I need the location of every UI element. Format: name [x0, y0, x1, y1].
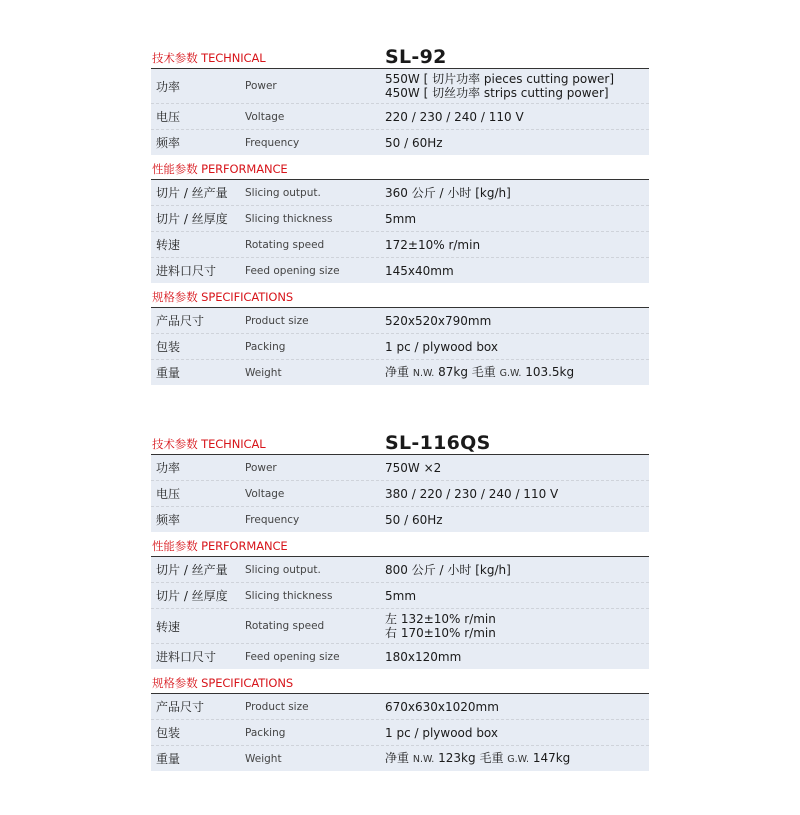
specifications-section-header — [151, 287, 649, 307]
label-cn: 切片 / 丝产量 — [156, 186, 228, 200]
gross-weight: 147kg — [532, 750, 571, 765]
label-en: Rotating speed — [245, 238, 325, 251]
label-en: Feed opening size — [245, 650, 340, 663]
label-en: Weight — [245, 752, 282, 765]
value-line: 550W [ 切片功率 pieces cutting power] — [385, 72, 615, 86]
label-cn: 切片 / 丝厚度 — [156, 212, 228, 226]
net-weight: 123kg — [438, 750, 476, 765]
net-weight: 87kg — [438, 364, 468, 379]
value: 520x520x790mm — [385, 313, 492, 328]
table-row — [151, 644, 649, 669]
net-weight-label-cn: 净重 — [385, 750, 410, 765]
value: 5mm — [385, 211, 417, 226]
label-en: Frequency — [245, 136, 300, 149]
table-row — [151, 557, 649, 583]
model-name: SL-116QS — [385, 432, 491, 454]
value: 1 pc / plywood box — [385, 339, 499, 354]
section-title: 技术参数 TECHNICAL — [152, 437, 266, 451]
value: 800 公斤 / 小时 [kg/h] — [385, 562, 511, 577]
table-row — [151, 130, 649, 155]
label-en: Feed opening size — [245, 264, 340, 277]
value: 750W ×2 — [385, 460, 442, 475]
technical-table — [151, 68, 649, 155]
table-row — [151, 507, 649, 532]
specifications-table — [151, 693, 649, 771]
label-cn: 切片 / 丝产量 — [156, 563, 228, 577]
spec-table-sl-116qs — [151, 430, 649, 771]
section-title: 性能参数 PERFORMANCE — [152, 162, 288, 176]
net-weight-label-en: N.W. — [412, 367, 435, 379]
specifications-table — [151, 307, 649, 385]
table-row — [151, 206, 649, 232]
table-row — [151, 720, 649, 746]
table-row — [151, 232, 649, 258]
performance-section-header — [151, 159, 649, 179]
label-en: Power — [245, 461, 277, 474]
value-line: 左 132±10% r/min — [385, 612, 496, 626]
value: 145x40mm — [385, 263, 454, 278]
label-cn: 转速 — [156, 238, 181, 252]
table-row — [151, 694, 649, 720]
gross-weight: 103.5kg — [525, 364, 575, 379]
technical-section-header — [151, 430, 649, 454]
label-en: Slicing thickness — [245, 212, 333, 225]
section-title: 性能参数 PERFORMANCE — [152, 539, 288, 553]
label-cn: 包装 — [156, 340, 181, 354]
performance-table — [151, 179, 649, 283]
value: 360 公斤 / 小时 [kg/h] — [385, 185, 511, 200]
table-row — [151, 69, 649, 104]
label-en: Slicing output. — [245, 563, 321, 576]
model-name: SL-92 — [385, 46, 447, 68]
label-cn: 进料口尺寸 — [156, 264, 217, 278]
label-cn: 产品尺寸 — [156, 700, 205, 714]
label-cn: 转速 — [156, 619, 181, 634]
value: 1 pc / plywood box — [385, 725, 499, 740]
label-cn: 产品尺寸 — [156, 314, 205, 328]
table-row — [151, 746, 649, 771]
value: 172±10% r/min — [385, 237, 481, 252]
weight-value — [385, 365, 649, 381]
section-title: 技术参数 TECHNICAL — [152, 51, 266, 65]
label-en: Packing — [245, 340, 286, 353]
performance-section-header — [151, 536, 649, 556]
label-en: Weight — [245, 366, 282, 379]
label-en: Packing — [245, 726, 286, 739]
table-row — [151, 104, 649, 130]
label-en: Product size — [245, 700, 309, 713]
value — [385, 72, 649, 100]
table-row — [151, 334, 649, 360]
label-cn: 进料口尺寸 — [156, 650, 217, 664]
value: 220 / 230 / 240 / 110 V — [385, 109, 524, 124]
label-en: Product size — [245, 314, 309, 327]
label-cn: 功率 — [156, 461, 181, 475]
performance-table — [151, 556, 649, 669]
table-row — [151, 180, 649, 206]
table-row — [151, 360, 649, 385]
section-title: 规格参数 SPECIFICATIONS — [152, 676, 294, 690]
net-weight-label-en: N.W. — [412, 753, 435, 765]
value: 50 / 60Hz — [385, 512, 443, 527]
specifications-section-header — [151, 673, 649, 693]
label-cn: 重量 — [156, 752, 181, 766]
section-title: 规格参数 SPECIFICATIONS — [152, 290, 294, 304]
gross-weight-label-en: G.W. — [507, 753, 529, 765]
value-line: 右 170±10% r/min — [385, 626, 496, 640]
label-en: Voltage — [245, 487, 285, 500]
table-row — [151, 583, 649, 609]
table-row — [151, 258, 649, 283]
label-cn: 电压 — [156, 487, 181, 501]
table-row — [151, 481, 649, 507]
label-cn: 频率 — [156, 136, 181, 150]
label-en: Power — [245, 80, 277, 92]
gross-weight-label-en: G.W. — [499, 367, 522, 379]
technical-table — [151, 454, 649, 532]
label-cn: 包装 — [156, 726, 181, 740]
label-cn: 频率 — [156, 513, 181, 527]
value: 380 / 220 / 230 / 240 / 110 V — [385, 486, 559, 501]
table-row — [151, 455, 649, 481]
net-weight-label-cn: 净重 — [385, 364, 410, 379]
label-en: Frequency — [245, 513, 300, 526]
label-en: Voltage — [245, 110, 285, 123]
value — [385, 612, 649, 640]
label-en: Slicing output. — [245, 186, 321, 199]
spec-table-sl-92 — [151, 44, 649, 385]
value-line: 450W [ 切丝功率 strips cutting power] — [385, 86, 609, 100]
label-cn: 电压 — [156, 110, 181, 124]
value: 50 / 60Hz — [385, 135, 443, 150]
table-row — [151, 609, 649, 644]
gross-weight-label-cn: 毛重 — [479, 750, 504, 765]
value: 5mm — [385, 588, 417, 603]
label-cn: 切片 / 丝厚度 — [156, 589, 228, 603]
weight-value — [385, 751, 649, 767]
technical-section-header — [151, 44, 649, 68]
gross-weight-label-cn: 毛重 — [471, 364, 496, 379]
value: 670x630x1020mm — [385, 699, 499, 714]
label-cn: 重量 — [156, 366, 181, 380]
label-en: Rotating speed — [245, 620, 325, 632]
label-cn: 功率 — [156, 79, 181, 94]
value: 180x120mm — [385, 649, 462, 664]
label-en: Slicing thickness — [245, 589, 333, 602]
table-row — [151, 308, 649, 334]
